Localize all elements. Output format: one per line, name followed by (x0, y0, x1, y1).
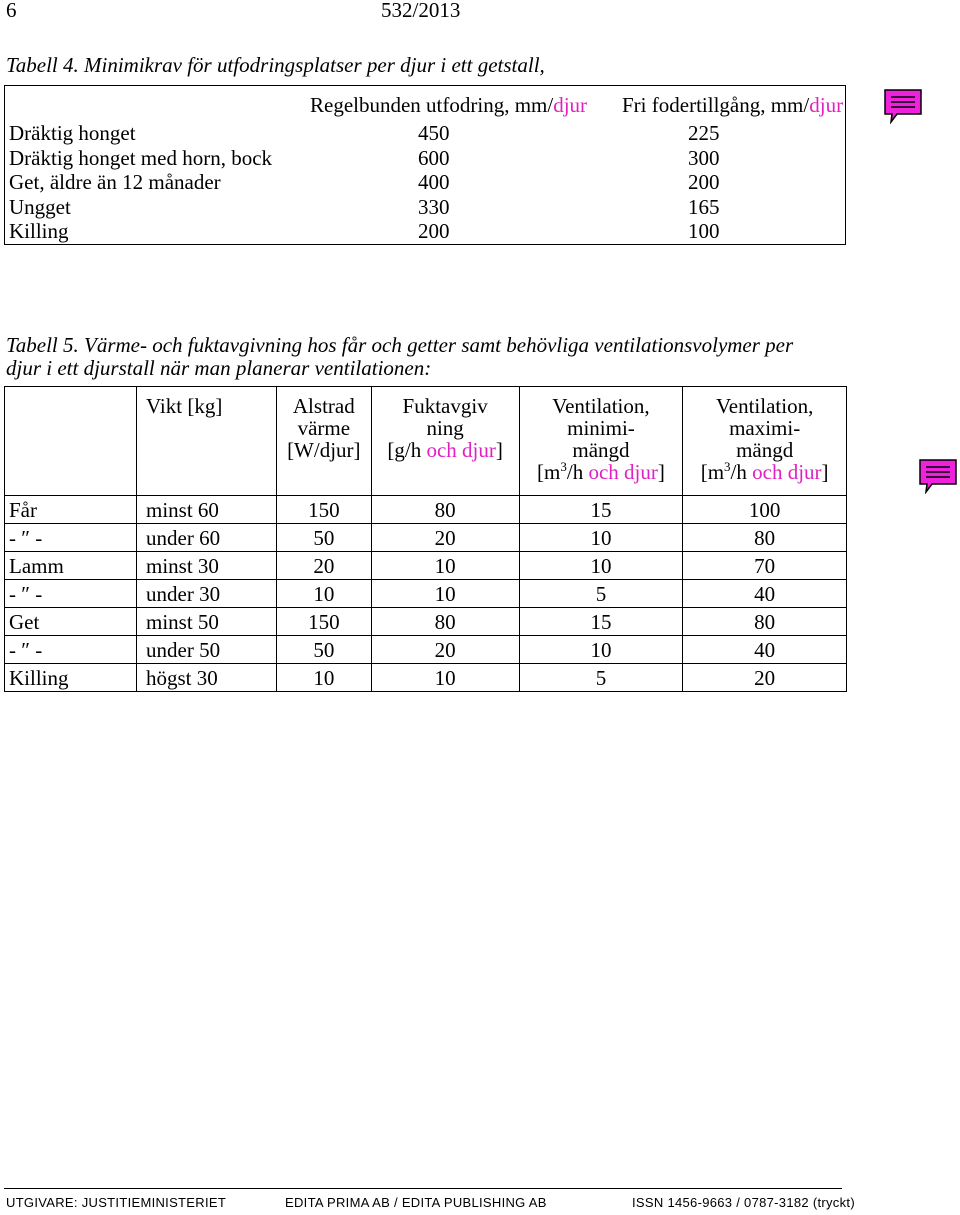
table4-row-free: 165 (688, 195, 720, 219)
cell-vent-min: 10 (519, 524, 683, 552)
page-number: 6 (6, 0, 17, 22)
table4-row-label: Dräktig honget (9, 121, 136, 145)
table-row (5, 524, 847, 552)
cell-moisture: 10 (371, 664, 519, 692)
cell-animal: Får (5, 496, 137, 524)
table4-row-label: Dräktig honget med horn, bock (9, 146, 273, 170)
table4-caption: Tabell 4. Minimikrav för utfodringsplatser per djur i ett getstall, (6, 53, 545, 77)
cell-vent-max: 70 (683, 552, 847, 580)
table4-row-label: Get, äldre än 12 månader (9, 170, 221, 194)
table-row (5, 608, 847, 636)
table-row (5, 664, 847, 692)
table4-row-regular: 400 (418, 170, 450, 194)
table5-header-heat: Alstrad värme [W/djur] (277, 387, 372, 496)
table5-header-vent-min: Ventilation, minimi- mängd [$m^3/h$ och djur] (519, 387, 683, 496)
cell-weight: under 60 (137, 524, 277, 552)
cell-weight: högst 30 (137, 664, 277, 692)
cell-heat: 20 (277, 552, 372, 580)
table-row (5, 580, 847, 608)
cell-weight: minst 60 (137, 496, 277, 524)
table4-row-regular: 200 (418, 219, 450, 243)
table4-header-free: Fri fodertillgång, mm/djur (622, 93, 844, 117)
table5-caption-line2: djur i ett djurstall när man planerar ventilationen: (6, 356, 432, 380)
cell-animal: - ″ - (5, 524, 137, 552)
cell-weight: minst 50 (137, 608, 277, 636)
cell-heat: 150 (277, 496, 372, 524)
cell-moisture: 10 (371, 580, 519, 608)
table-row (5, 496, 847, 524)
cell-vent-min: 10 (519, 636, 683, 664)
cell-heat: 10 (277, 664, 372, 692)
table4-row-label: Ungget (9, 195, 71, 219)
table4-row-regular: 600 (418, 146, 450, 170)
table4-header-regular: Regelbunden utfodring, mm/djur (310, 93, 588, 117)
footer-divider (4, 1188, 842, 1189)
footer-issn: ISSN 1456-9663 / 0787-3182 (tryckt) (632, 1195, 855, 1210)
cell-animal: Lamm (5, 552, 137, 580)
cell-moisture: 80 (371, 608, 519, 636)
table4-row-label: Killing (9, 219, 69, 243)
cell-moisture: 10 (371, 552, 519, 580)
cell-vent-min: 15 (519, 496, 683, 524)
cell-heat: 150 (277, 608, 372, 636)
cell-moisture: 20 (371, 636, 519, 664)
cell-vent-min: 15 (519, 608, 683, 636)
cell-vent-max: 80 (683, 524, 847, 552)
table5-header-vent-max: Ventilation, maximi- mängd [$m^3/h$ och djur] (683, 387, 847, 496)
cell-moisture: 80 (371, 496, 519, 524)
table4-row-free: 225 (688, 121, 720, 145)
cell-animal: - ″ - (5, 636, 137, 664)
table5-header-moisture: Fuktavgiv ning [g/h och djur] (371, 387, 519, 496)
cell-vent-min: 5 (519, 664, 683, 692)
table5-header-row (5, 387, 847, 496)
cell-weight: under 30 (137, 580, 277, 608)
table4-row-free: 100 (688, 219, 720, 243)
cell-weight: under 50 (137, 636, 277, 664)
cell-moisture: 20 (371, 524, 519, 552)
table5-header-animal (5, 387, 137, 496)
cell-heat: 50 (277, 636, 372, 664)
table4-row-free: 300 (688, 146, 720, 170)
table4-row-regular: 450 (418, 121, 450, 145)
table4-row-regular: 330 (418, 195, 450, 219)
footer-printer: EDITA PRIMA AB / EDITA PUBLISHING AB (285, 1195, 547, 1210)
table5 (4, 386, 847, 692)
table-row (5, 636, 847, 664)
cell-weight: minst 30 (137, 552, 277, 580)
table4-row-free: 200 (688, 170, 720, 194)
cell-vent-max: 20 (683, 664, 847, 692)
cell-animal: Get (5, 608, 137, 636)
comment-icon[interactable] (883, 88, 923, 124)
cell-vent-max: 80 (683, 608, 847, 636)
table5-header-weight: Vikt [kg] (137, 387, 277, 496)
cell-animal: - ″ - (5, 580, 137, 608)
cell-vent-min: 10 (519, 552, 683, 580)
cell-heat: 10 (277, 580, 372, 608)
cell-vent-max: 100 (683, 496, 847, 524)
cell-vent-max: 40 (683, 636, 847, 664)
cell-animal: Killing (5, 664, 137, 692)
footer-publisher: UTGIVARE: JUSTITIEMINISTERIET (6, 1195, 227, 1210)
cell-vent-min: 5 (519, 580, 683, 608)
comment-icon[interactable] (918, 458, 958, 494)
cell-heat: 50 (277, 524, 372, 552)
cell-vent-max: 40 (683, 580, 847, 608)
document-number: 532/2013 (381, 0, 461, 22)
table-row (5, 552, 847, 580)
table5-caption-line1: Tabell 5. Värme- och fuktavgivning hos får och getter samt behövliga ventilationsvolymer per (6, 333, 794, 357)
